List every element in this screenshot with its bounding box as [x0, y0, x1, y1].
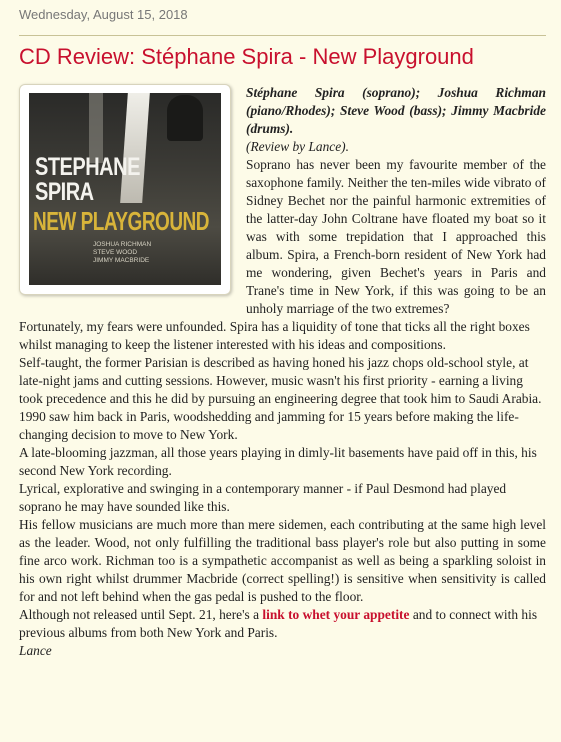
paragraph-1: Soprano has never been my favourite member of the saxophone family. Neither the ten-miles wide vibrato of Sidney Bechet nor the painful harmonic extremities of the latter-day John Coltrane have floated my boat so it was with some trepidation that I approached this album. Spira, a French-born resident of New York had me wondering, given Bechet's years in Paris and Trane's time in New York, if this was going to be an unholy marriage of the two extremes?	[246, 157, 546, 316]
paragraph-7: His fellow musicians are much more than mere sidemen, each contributing at the same high level as the leader. Wood, not only fulfilling the traditional bass player's role but also putting in some fine arco work. Richman too is a sympathetic accompanist as well as being a sparkling soloist in his own right whilst drummer Macbride (correct spelling!) is sensitive when sensitivity is called for and not left behind when the gas pedal is pushed to the floor.	[19, 517, 546, 604]
cover-artist-name: STEPHANE SPIRA	[35, 153, 140, 207]
header-divider	[19, 35, 546, 36]
paragraph-2: Fortunately, my fears were unfounded. Spira has a liquidity of tone that ticks all the right boxes whilst managing to keep the listener interested with his ideas and compositions.	[19, 319, 530, 352]
post-date: Wednesday, August 15, 2018	[19, 7, 188, 22]
cover-silhouette	[167, 95, 203, 141]
paragraph-3: Self-taught, the former Parisian is described as having honed his jazz chops old-school style, at late-night jams and cutting sessions. However, music wasn't his first priority - earning a living took precedence and this he did by pursuing an engineering degree that took him to Saudi Arabia.	[19, 355, 542, 406]
paragraph-4: 1990 saw him back in Paris, woodshedding and jamming for 15 years before making the life-changing decision to move to New York.	[19, 409, 519, 442]
closing-paragraph: Although not released until Sept. 21, here's a link to whet your appetite and to connect with his previous albums from both New York and Paris.	[19, 607, 538, 640]
appetite-link[interactable]: link to whet your appetite	[262, 607, 410, 622]
lineup: Stéphane Spira (soprano); Joshua Richman (piano/Rhodes); Steve Wood (bass); Jimmy Macbride (drums).	[246, 85, 546, 136]
cover-album-title: NEW PLAYGROUND	[33, 208, 209, 237]
album-cover-image[interactable]	[29, 93, 221, 285]
post-title[interactable]: CD Review: Stéphane Spira - New Playground	[19, 44, 474, 69]
album-cover-frame[interactable]	[19, 84, 231, 295]
signature: Lance	[19, 643, 52, 658]
cover-credits: JOSHUA RICHMAN STEVE WOOD JIMMY MACBRIDE	[93, 241, 152, 264]
post-body	[19, 84, 546, 660]
byline: (Review by Lance).	[246, 139, 349, 154]
paragraph-5: A late-blooming jazzman, all those years playing in dimly-lit basements have paid off in this, his second New York recording.	[19, 445, 537, 478]
cover-shadow-streak	[89, 93, 103, 163]
paragraph-6: Lyrical, explorative and swinging in a contemporary manner - if Paul Desmond had played soprano he may have sounded like this.	[19, 481, 507, 514]
